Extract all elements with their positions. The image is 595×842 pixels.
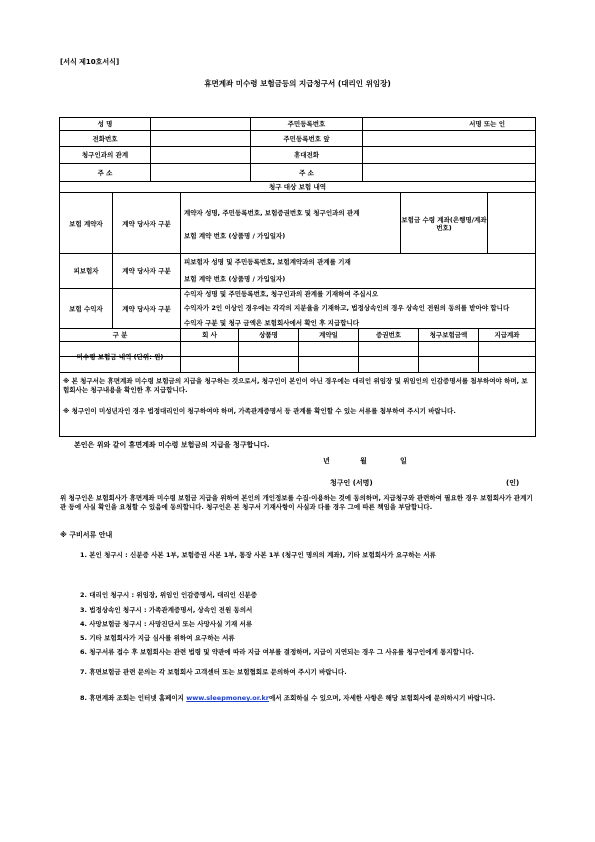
list-item-with-link	[80, 694, 536, 703]
list-item: 3. 법정상속인 청구시 : 가족관계증명서, 상속인 전원 동의서	[80, 606, 253, 614]
signer-label: 청구인 (서명)	[330, 479, 373, 487]
list-item-tail: 에서 조회하실 수 있으며, 자세한 사항은 해당 보험회사에 문의하시기 바랍니다.	[268, 694, 496, 702]
row-label: 미수령 보험금 내역 (단위: 원)	[76, 353, 164, 361]
list-item: 7. 휴면보험금 관련 문의는 각 보험회사 고객센터 또는 보험협회로 문의하여 주시기 바랍니다.	[80, 668, 347, 676]
attachments-title: ※ 구비서류 안내	[60, 531, 113, 539]
code-label: 주민등록번호 앞	[283, 134, 330, 143]
note-2: ※ 청구인이 미성년자인 경우 법정대리인이 청구하여야 하며, 가족관계증명서 등 관계를 확인할 수 있는 서류를 첨부하여 주시기 바랍니다.	[63, 407, 456, 415]
address-field[interactable]	[151, 164, 250, 181]
table-cell[interactable]	[299, 342, 358, 356]
consent-body: 위 청구인은 보험회사가 휴면계좌 미수령 보험금 지급을 위하여 본인의 개인정보를 수집·이용하는 것에 동의하며, 지급청구와 관련하여 필요한 경우 보험회사가 관계기관 등에 사실 확인을 요청할 수 있음에 동의합니다. 청구인은 본 청구서 기재사항이 사실과 다를 경우 그에 따른 책임을 부담합니다.	[60, 494, 533, 511]
group-beneficiary-line2: 수익자가 2인 이상인 경우에는 각각의 지분율을 기재하고, 법정상속인의 경우 상속인 전원의 동의를 받아야 합니다	[184, 304, 510, 312]
list-item: 1. 본인 청구시 : 신분증 사본 1부, 보험증권 사본 1부, 통장 사본 1부 (청구인 명의의 계좌), 기타 보험회사가 요구하는 서류	[80, 551, 436, 559]
group-beneficiary-line1: 수익자 성명 및 주민등록번호, 청구인과의 관계를 기재하여 주십시오	[184, 290, 379, 298]
phone-label: 전화번호	[92, 134, 118, 143]
account-aside: 보험금 수령 계좌(은행명/계좌번호)	[401, 215, 487, 232]
form-number: [서식 제10호서식]	[60, 58, 120, 66]
table-cell[interactable]	[239, 342, 298, 356]
group-insured-line2: 보험 계약 번호 (상품명 / 가입일자)	[184, 275, 286, 283]
signature-label: 서명 또는 인	[469, 120, 505, 128]
col-header-date: 계약일	[319, 331, 338, 339]
group-insured-kind: 계약 당사자 구분	[122, 267, 171, 275]
date-year: 년	[323, 457, 330, 465]
group-insured-label: 피보험자	[73, 267, 99, 275]
group-contractor-label: 보험 계약자	[69, 219, 103, 228]
id-field[interactable]	[363, 131, 535, 146]
table-cell[interactable]	[181, 342, 238, 356]
section-title: 청구 대상 보험 내역	[268, 183, 327, 191]
relation-field[interactable]	[151, 147, 250, 163]
group-beneficiary-label: 보험 수익자	[69, 304, 103, 313]
group-contractor-line2: 보험 계약 번호 (상품명 / 가입일자)	[184, 232, 286, 240]
note-1: ※ 본 청구서는 휴면계좌 미수령 보험금의 지급을 청구하는 것으로서, 청구인이 본인이 아닌 경우에는 대리인 위임장 및 위임인의 인감증명서를 첨부하여야 하며, 보험회사는 청구내용을 확인한 후 지급합니다.	[63, 377, 528, 394]
col-header-company: 회 사	[202, 331, 217, 339]
list-item: 6. 청구서류 접수 후 보험회사는 관련 법령 및 약관에 따라 지급 여부를 결정하며, 지급이 지연되는 경우 그 사유를 청구인에게 통지합니다.	[80, 648, 474, 656]
mobile-label: 휴대전화	[293, 151, 320, 159]
col-header-kind: 구 분	[112, 331, 128, 339]
col-header-policy: 증권번호	[375, 331, 402, 339]
account-field[interactable]	[488, 194, 535, 253]
phone-field[interactable]	[151, 131, 250, 146]
group-contractor-kind: 계약 당사자 구분	[122, 219, 171, 228]
name-label: 성 명	[97, 120, 113, 128]
col-header-account: 지급계좌	[494, 331, 520, 339]
address-label-2: 주 소	[299, 168, 314, 177]
statement: 본인은 위와 같이 휴면계좌 미수령 보험금의 지급을 청구합니다.	[74, 441, 270, 449]
list-item-text: 8. 휴면계좌 조회는 인터넷 홈페이지	[80, 694, 184, 702]
col-header-amount: 청구보험금액	[429, 331, 468, 339]
table-cell[interactable]	[359, 342, 418, 356]
id-label: 주민등록번호	[287, 120, 326, 128]
table-cell[interactable]	[419, 342, 478, 356]
date-month: 월	[360, 457, 367, 465]
table-cell[interactable]	[479, 342, 535, 356]
date-day: 일	[400, 457, 407, 465]
relation-label: 청구인과의 관계	[81, 151, 129, 159]
list-item: 5. 기타 보험회사가 지급 심사를 위하여 요구하는 서류	[80, 634, 235, 642]
address-detail-field[interactable]	[363, 164, 535, 181]
group-beneficiary-kind: 계약 당사자 구분	[122, 304, 171, 313]
website-link[interactable]: www.sleepmoney.or.kr	[186, 694, 269, 702]
name-field[interactable]	[151, 118, 250, 130]
group-beneficiary-line3: 수익자 구분 및 청구 금액은 보험회사에서 확인 후 지급합니다	[184, 319, 360, 327]
seal-mark: (인)	[506, 479, 520, 487]
col-header-product: 상품명	[259, 331, 278, 339]
list-item: 4. 사망보험금 청구시 : 사망진단서 또는 사망사실 기재 서류	[80, 620, 253, 628]
address-label: 주 소	[97, 168, 113, 177]
group-insured-line1: 피보험자 성명 및 주민등록번호, 보험계약과의 관계를 기재	[184, 258, 351, 266]
group-contractor-line1: 계약자 성명, 주민등록번호, 보험증권번호 및 청구인과의 관계	[184, 209, 360, 217]
page-title: 휴면계좌 미수령 보험금등의 지급청구서 (대리인 위임장)	[204, 79, 391, 88]
list-item: 2. 대리인 청구시 : 위임장, 위임인 인감증명서, 대리인 신분증	[80, 591, 258, 599]
mobile-field[interactable]	[363, 147, 535, 163]
